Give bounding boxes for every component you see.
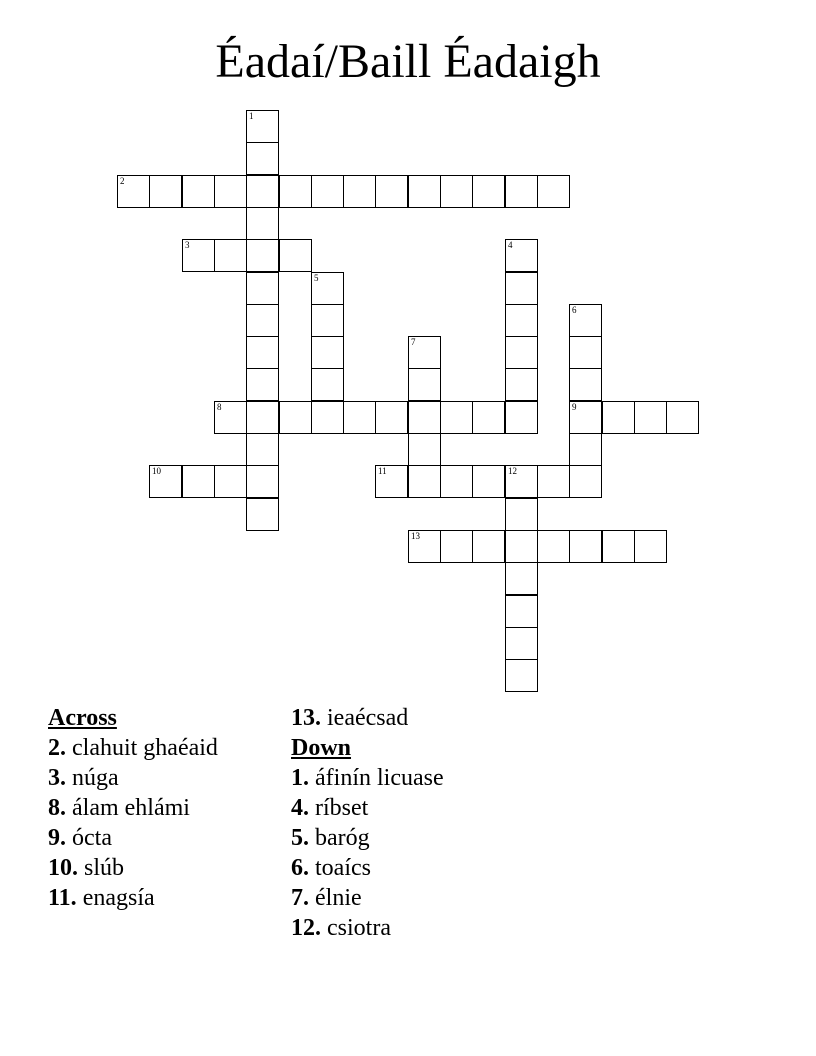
grid-cell[interactable] — [408, 336, 441, 369]
grid-cell[interactable] — [537, 465, 570, 498]
grid-cell[interactable] — [505, 465, 538, 498]
clue-item — [291, 913, 551, 943]
grid-cell[interactable] — [505, 659, 538, 692]
clue-item — [291, 793, 551, 823]
clue-item — [48, 793, 238, 823]
grid-cell[interactable] — [569, 336, 602, 369]
grid-cell[interactable] — [472, 401, 505, 434]
grid-cell[interactable] — [666, 401, 699, 434]
grid-cell[interactable] — [182, 239, 215, 272]
grid-cell[interactable] — [602, 530, 635, 563]
grid-cell[interactable] — [505, 368, 538, 401]
grid-cell[interactable] — [440, 175, 473, 208]
clue-number: 9. — [48, 825, 66, 851]
clue-text: slúb — [78, 855, 125, 881]
grid-cell[interactable] — [505, 595, 538, 628]
grid-cell[interactable] — [569, 530, 602, 563]
grid-cell[interactable] — [117, 175, 150, 208]
grid-cell[interactable] — [505, 304, 538, 337]
clue-number: 5. — [291, 825, 309, 851]
clue-item — [291, 763, 551, 793]
grid-cell[interactable] — [408, 465, 441, 498]
grid-cell[interactable] — [375, 401, 408, 434]
grid-cell[interactable] — [343, 401, 376, 434]
grid-cell[interactable] — [375, 175, 408, 208]
grid-cell[interactable] — [537, 175, 570, 208]
clue-number: 3. — [48, 765, 66, 791]
grid-cell[interactable] — [505, 498, 538, 531]
grid-cell[interactable] — [569, 368, 602, 401]
cell-number: 9 — [572, 402, 577, 412]
grid-cell[interactable] — [214, 465, 247, 498]
grid-cell[interactable] — [537, 530, 570, 563]
cell-number: 1 — [249, 111, 254, 121]
grid-cell[interactable] — [182, 465, 215, 498]
grid-cell[interactable] — [214, 239, 247, 272]
grid-cell[interactable] — [311, 336, 344, 369]
grid-cell[interactable] — [472, 175, 505, 208]
grid-cell[interactable] — [214, 175, 247, 208]
grid-cell[interactable] — [246, 272, 279, 305]
grid-cell[interactable] — [311, 368, 344, 401]
down-clue-list — [291, 763, 551, 943]
grid-cell[interactable] — [505, 272, 538, 305]
grid-cell[interactable] — [440, 530, 473, 563]
cell-number: 8 — [217, 402, 222, 412]
grid-cell[interactable] — [440, 465, 473, 498]
down-heading: Down — [291, 735, 352, 761]
cell-number: 4 — [508, 240, 513, 250]
clue-number: 2. — [48, 735, 66, 761]
grid-cell[interactable] — [505, 175, 538, 208]
grid-cell[interactable] — [246, 433, 279, 466]
clue-item — [48, 853, 238, 883]
clue-text: toaícs — [309, 855, 371, 881]
across-clue-list-continued — [291, 703, 551, 733]
cell-number: 13 — [411, 531, 420, 541]
grid-cell[interactable] — [408, 175, 441, 208]
grid-cell[interactable] — [246, 239, 279, 272]
grid-cell[interactable] — [569, 304, 602, 337]
grid-cell[interactable] — [311, 175, 344, 208]
grid-cell[interactable] — [505, 336, 538, 369]
clues-column-left — [48, 703, 238, 913]
grid-cell[interactable] — [602, 401, 635, 434]
clue-item — [48, 883, 238, 913]
grid-cell[interactable] — [149, 175, 182, 208]
clue-text: enagsía — [76, 885, 155, 911]
grid-cell[interactable] — [505, 239, 538, 272]
grid-cell[interactable] — [246, 304, 279, 337]
grid-cell[interactable] — [408, 401, 441, 434]
clue-text: álam ehlámi — [66, 795, 190, 821]
grid-cell[interactable] — [279, 175, 312, 208]
clue-text: áfinín licuase — [309, 765, 444, 791]
grid-cell[interactable] — [408, 368, 441, 401]
grid-cell[interactable] — [246, 336, 279, 369]
grid-cell[interactable] — [408, 530, 441, 563]
grid-cell[interactable] — [279, 401, 312, 434]
grid-cell[interactable] — [505, 562, 538, 595]
cell-number: 2 — [120, 176, 125, 186]
cell-number: 10 — [152, 466, 161, 476]
clues-column-right — [291, 703, 551, 943]
cell-number: 7 — [411, 337, 416, 347]
clue-text: ócta — [66, 825, 112, 851]
grid-cell[interactable] — [246, 498, 279, 531]
grid-cell[interactable] — [214, 401, 247, 434]
grid-cell[interactable] — [634, 530, 667, 563]
clue-item — [291, 823, 551, 853]
puzzle-title: Éadaí/Baill Éadaigh — [215, 35, 601, 88]
cell-number: 3 — [185, 240, 190, 250]
grid-cell[interactable] — [569, 433, 602, 466]
across-heading: Across — [48, 705, 117, 731]
grid-cell[interactable] — [311, 401, 344, 434]
clue-text: élnie — [309, 885, 362, 911]
cell-number: 5 — [314, 273, 319, 283]
clue-number: 8. — [48, 795, 66, 821]
grid-cell[interactable] — [279, 239, 312, 272]
grid-cell[interactable] — [246, 142, 279, 175]
clue-number: 1. — [291, 765, 309, 791]
clue-number: 13. — [291, 705, 321, 731]
grid-cell[interactable] — [505, 530, 538, 563]
clue-text: baróg — [309, 825, 370, 851]
grid-cell[interactable] — [246, 110, 279, 143]
clue-item — [48, 763, 238, 793]
grid-cell[interactable] — [505, 401, 538, 434]
grid-cell[interactable] — [472, 530, 505, 563]
clue-item — [291, 853, 551, 883]
cell-number: 11 — [378, 466, 387, 476]
grid-cell[interactable] — [246, 368, 279, 401]
clue-text: ríbset — [309, 795, 369, 821]
grid-cell[interactable] — [569, 465, 602, 498]
grid-cell[interactable] — [246, 465, 279, 498]
grid-cell[interactable] — [182, 175, 215, 208]
clue-text: clahuit ghaéaid — [66, 735, 218, 761]
grid-cell[interactable] — [472, 465, 505, 498]
grid-cell[interactable] — [311, 304, 344, 337]
clue-number: 12. — [291, 915, 321, 941]
grid-cell[interactable] — [246, 401, 279, 434]
clue-item — [48, 823, 238, 853]
clue-number: 6. — [291, 855, 309, 881]
clue-number: 10. — [48, 855, 78, 881]
grid-cell[interactable] — [375, 465, 408, 498]
grid-cell[interactable] — [505, 627, 538, 660]
grid-cell[interactable] — [343, 175, 376, 208]
grid-cell[interactable] — [634, 401, 667, 434]
grid-cell[interactable] — [569, 401, 602, 434]
grid-cell[interactable] — [149, 465, 182, 498]
clue-number: 11. — [48, 885, 77, 911]
clue-item — [291, 883, 551, 913]
across-clue-list — [48, 733, 238, 913]
clue-text: núga — [66, 765, 119, 791]
grid-cell[interactable] — [311, 272, 344, 305]
clue-number: 4. — [291, 795, 309, 821]
clue-text: csiotra — [321, 915, 391, 941]
cell-number: 6 — [572, 305, 577, 315]
grid-cell[interactable] — [246, 175, 279, 208]
grid-cell[interactable] — [440, 401, 473, 434]
grid-cell[interactable] — [246, 207, 279, 240]
grid-cell[interactable] — [408, 433, 441, 466]
clue-item — [48, 733, 238, 763]
clue-item — [291, 703, 551, 733]
cell-number: 12 — [508, 466, 517, 476]
clue-number: 7. — [291, 885, 309, 911]
clue-text: ieaécsad — [321, 705, 409, 731]
